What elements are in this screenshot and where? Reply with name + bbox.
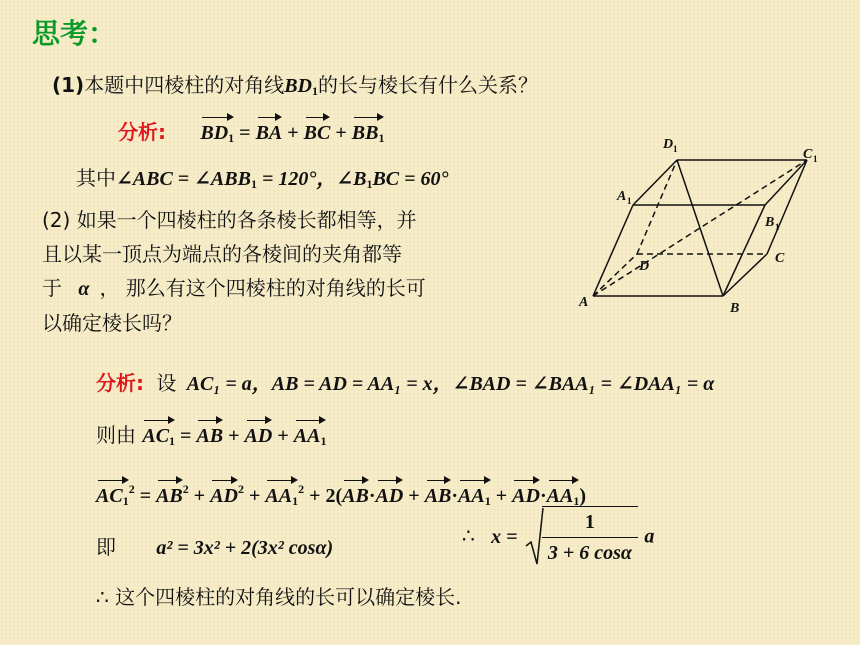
angles-prefix: 其中: [76, 166, 116, 190]
x-equals: x =: [491, 525, 518, 548]
conclusion: ∴ 这个四棱柱的对角线的长可以确定棱长.: [96, 585, 462, 609]
label-b: B: [730, 301, 740, 316]
svg-text:1: 1: [813, 154, 818, 164]
q1-text-b: 的长与棱长有什么关系？: [318, 73, 538, 97]
solution-line: [462, 506, 654, 568]
label-a1: A: [617, 189, 627, 204]
a-factor: a: [644, 525, 655, 548]
angle-conditions: [76, 163, 449, 199]
label-c1: C: [803, 147, 813, 162]
angles-expression: ∠ABC = $\angle ABB_1 = 120^\circ$，$\angle B_1BC = 60^\circ$: [116, 168, 449, 191]
question-2: [42, 203, 562, 340]
label-d: D: [639, 259, 650, 274]
let-word: 设: [156, 371, 177, 395]
parallelepiped-diagram: [575, 130, 845, 320]
q2-line-3: 于 α ， 那么有这个四棱柱的对角线的长可: [42, 276, 426, 300]
label-b1: B: [765, 215, 775, 230]
q2-line-2: 且以某一顶点为端点的各棱间的夹角都等: [42, 242, 402, 266]
then-by-line: [96, 420, 326, 456]
ie-line: [96, 532, 333, 563]
q2-line-4: 以确定棱长吗？: [42, 311, 182, 335]
q1-bd: $BD_1$: [284, 75, 318, 98]
q1-number: (1): [52, 73, 85, 97]
q1-text-a: 本题中四棱柱的对角线: [84, 73, 285, 97]
ie-text: 即: [96, 535, 116, 559]
label-a: A: [579, 295, 589, 310]
therefore-symbol: ∴: [462, 523, 475, 548]
equation-4: a² = 3x² + 2(3x² cosα): [156, 537, 334, 559]
question-1: [52, 70, 538, 106]
q2-line-1: (2) 如果一个四棱柱的各条棱长都相等，并: [42, 208, 417, 232]
sqrt-expression: $\frac{1}{3 + 6 \cos\alpha}$: [524, 506, 638, 568]
svg-text:1: 1: [673, 144, 678, 154]
page-title: 思考：: [32, 17, 117, 50]
analysis-1: [118, 117, 384, 153]
vector-equation-3: $AC_1^2 = AB^2 + AD^2 + AA_1^2 + 2(AB\cdot AD + AB\cdot AA_1 + AD\cdot AA_1)$: [96, 485, 586, 507]
then-by-text: 则由: [96, 423, 136, 447]
vector-equation-1: $BD_1$ = BA + BC + $BB_1$: [200, 122, 384, 144]
analysis-label-2: 分析:: [96, 371, 144, 395]
label-d1: D: [663, 137, 674, 152]
svg-text:1: 1: [775, 222, 780, 232]
analysis-2-conditions: AC₁ = a，AB = AD = AA₁ = x，∠BAD = ∠BAA₁ = ∠DAA₁ = α: [186, 373, 715, 395]
vector-equation-2: $AC_1$ = AB + AD + $AA_1$: [142, 425, 326, 447]
radical-sign-icon: [524, 506, 544, 568]
label-c: C: [775, 251, 785, 266]
analysis-label-1: 分析:: [118, 120, 166, 144]
analysis-2: [96, 368, 714, 399]
svg-text:1: 1: [627, 196, 632, 206]
